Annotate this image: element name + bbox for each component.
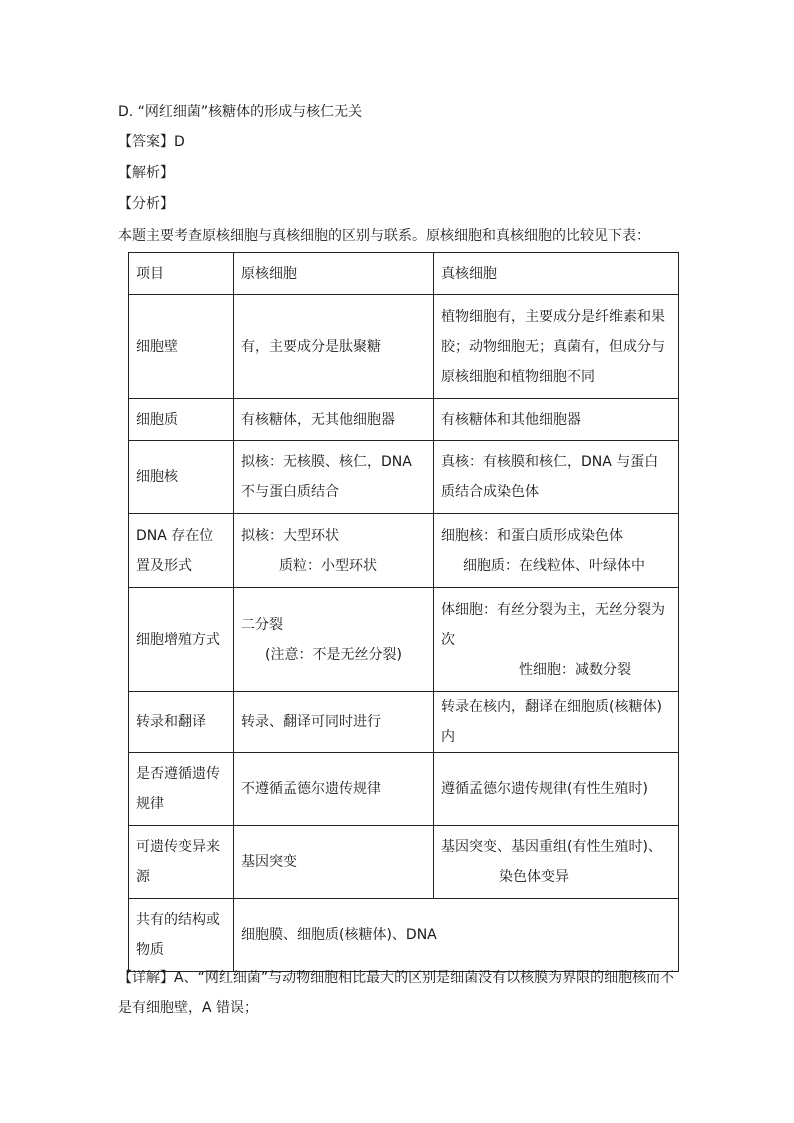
row-prokaryote: 拟核：无核膜、核仁，DNA 不与蛋白质结合 bbox=[234, 441, 434, 514]
header-prokaryote: 原核细胞 bbox=[234, 253, 434, 295]
row-eukaryote: 有核糖体和其他细胞器 bbox=[434, 399, 679, 441]
row-eukaryote: 真核：有核膜和核仁，DNA 与蛋白质结合成染色体 bbox=[434, 441, 679, 514]
row-item: 细胞质 bbox=[129, 399, 234, 441]
table-row bbox=[129, 826, 679, 899]
row-item: 转录和翻译 bbox=[129, 692, 234, 753]
table-row bbox=[129, 441, 679, 514]
header-eukaryote: 真核细胞 bbox=[434, 253, 679, 295]
table-row bbox=[129, 692, 679, 753]
row-eukaryote: 遵循孟德尔遗传规律(有性生殖时) bbox=[434, 753, 679, 826]
row-item: DNA 存在位置及形式 bbox=[129, 514, 234, 588]
euk-line: 性细胞：减数分裂 bbox=[519, 661, 631, 678]
row-prokaryote: 转录、翻译可同时进行 bbox=[234, 692, 434, 753]
table-row bbox=[129, 295, 679, 399]
row-item: 可遗传变异来源 bbox=[129, 826, 234, 899]
analysis-subheading: 【分析】 bbox=[118, 196, 174, 212]
table-row bbox=[129, 588, 679, 692]
row-prokaryote: 有核糖体，无其他细胞器 bbox=[234, 399, 434, 441]
euk-line: 细胞核：和蛋白质形成染色体 bbox=[441, 527, 623, 544]
analysis-heading: 【解析】 bbox=[118, 165, 174, 181]
euk-line: 细胞质：在线粒体、叶绿体中 bbox=[463, 557, 645, 574]
row-prokaryote bbox=[234, 588, 434, 692]
row-prokaryote: 不遵循孟德尔遗传规律 bbox=[234, 753, 434, 826]
table-row bbox=[129, 514, 679, 588]
row-eukaryote bbox=[434, 514, 679, 588]
prok-line: (注意：不是无丝分裂) bbox=[265, 646, 402, 663]
row-prokaryote: 基因突变 bbox=[234, 826, 434, 899]
row-item: 是否遵循遗传规律 bbox=[129, 753, 234, 826]
table-row-shared bbox=[129, 899, 679, 972]
euk-line: 染色体变异 bbox=[499, 869, 569, 885]
detail-text: 【详解】A、“网红细菌”与动物细胞相比最大的区别是细菌没有以核膜为界限的细胞核而不是有细胞壁，A 错误； bbox=[118, 970, 675, 1016]
row-prokaryote bbox=[234, 514, 434, 588]
prok-line: 二分裂 bbox=[241, 616, 283, 633]
row-item: 细胞核 bbox=[129, 441, 234, 514]
row-eukaryote: 转录在核内，翻译在细胞质(核糖体)内 bbox=[434, 692, 679, 753]
row-eukaryote bbox=[434, 826, 679, 899]
summary-text: 本题主要考查原核细胞与真核细胞的区别与联系。原核细胞和真核细胞的比较见下表： bbox=[118, 228, 650, 244]
prok-line: 拟核：大型环状 bbox=[241, 527, 339, 544]
prok-line: 质粒：小型环状 bbox=[279, 557, 377, 574]
header-item: 项目 bbox=[129, 253, 234, 295]
row-item: 细胞增殖方式 bbox=[129, 588, 234, 692]
row-shared-value: 细胞膜、细胞质(核糖体)、DNA bbox=[234, 899, 679, 972]
row-prokaryote: 有，主要成分是肽聚糖 bbox=[234, 295, 434, 399]
comparison-table bbox=[128, 252, 679, 972]
row-eukaryote bbox=[434, 588, 679, 692]
table-row bbox=[129, 753, 679, 826]
euk-line: 体细胞：有丝分裂为主，无丝分裂为次 bbox=[441, 601, 665, 648]
euk-line: 基因突变、基因重组(有性生殖时)、 bbox=[441, 839, 662, 855]
table-row bbox=[129, 399, 679, 441]
row-eukaryote: 植物细胞有，主要成分是纤维素和果胶；动物细胞无；真菌有，但成分与原核细胞和植物细胞不同 bbox=[434, 295, 679, 399]
option-d: D. “网红细菌”核糖体的形成与核仁无关 bbox=[118, 104, 363, 120]
table-header-row bbox=[129, 253, 679, 295]
row-item: 细胞壁 bbox=[129, 295, 234, 399]
answer-label: 【答案】D bbox=[118, 134, 185, 150]
row-item: 共有的结构或物质 bbox=[129, 899, 234, 972]
